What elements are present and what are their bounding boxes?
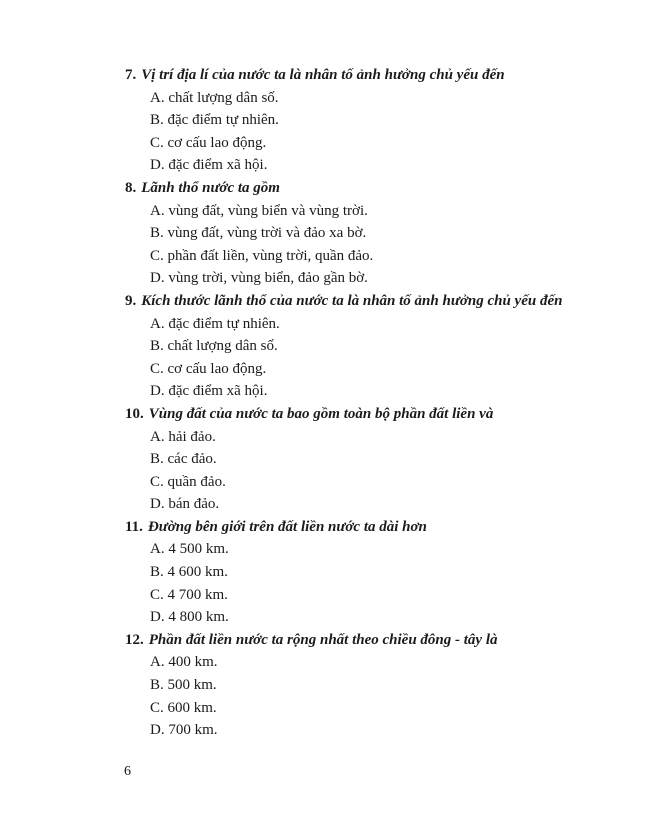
question-block-8: [125, 177, 600, 290]
answer-option-c: C. cơ cấu lao động.: [150, 134, 267, 151]
question-title: [125, 516, 600, 539]
answer-option-c: C. 4 700 km.: [150, 586, 228, 603]
quiz-question-list: [125, 64, 600, 742]
answer-option-d: D. 4 800 km.: [150, 609, 229, 626]
answer-option-c: C. 600 km.: [150, 699, 217, 716]
question-number: 11.: [125, 518, 143, 535]
question-text: Kích thước lãnh thổ của nước ta là nhân tố ảnh hưởng chủ yếu đến: [141, 292, 563, 309]
question-title: [125, 629, 600, 652]
question-block-11: [125, 516, 600, 629]
answer-option-d: D. đặc điểm xã hội.: [150, 383, 268, 400]
question-text: Vị trí địa lí của nước ta là nhân tố ảnh hưởng chủ yếu đến: [141, 67, 505, 83]
answer-option-d: D. vùng trời, vùng biển, đảo gần bờ.: [150, 270, 368, 287]
answer-option-a: A. 400 km.: [150, 654, 218, 671]
answer-option-d: D. bán đảo.: [150, 496, 220, 513]
answer-option-a: A. hải đảo.: [150, 428, 216, 445]
question-title: [125, 64, 600, 87]
question-block-10: [125, 403, 600, 516]
question-title: [125, 177, 600, 200]
answer-option-a: A. 4 500 km.: [150, 541, 229, 558]
page-number: 6: [124, 764, 131, 779]
answer-option-d: D. đặc điểm xã hội.: [150, 157, 268, 174]
question-text: Phần đất liền nước ta rộng nhất theo chiều đông - tây là: [148, 631, 498, 648]
answer-option-c: C. cơ cấu lao động.: [150, 360, 267, 377]
answer-option-b: B. 500 km.: [150, 677, 217, 694]
answer-option-b: B. vùng đất, vùng trời và đảo xa bờ.: [150, 225, 367, 242]
answer-option-a: A. chất lượng dân số.: [150, 89, 279, 106]
answer-option-d: D. 700 km.: [150, 722, 218, 739]
answer-option-b: B. chất lượng dân số.: [150, 338, 278, 355]
answer-option-b: B. 4 600 km.: [150, 564, 228, 581]
answer-option-a: A. đặc điểm tự nhiên.: [150, 315, 280, 332]
question-block-7: [125, 64, 600, 177]
question-block-12: [125, 629, 600, 742]
question-title: [125, 290, 600, 313]
answer-option-b: B. các đảo.: [150, 451, 217, 468]
question-text: Vùng đất của nước ta bao gồm toàn bộ phần đất liền và: [148, 405, 494, 422]
question-block-9: [125, 290, 600, 403]
question-text: Đường bên giới trên đất liền nước ta dài hơn: [147, 518, 427, 535]
question-number: 12.: [125, 631, 144, 648]
answer-option-c: C. phần đất liền, vùng trời, quần đảo.: [150, 247, 374, 264]
question-number: 7.: [125, 67, 137, 83]
question-text: Lãnh thổ nước ta gồm: [141, 179, 280, 196]
answer-option-b: B. đặc điểm tự nhiên.: [150, 112, 279, 129]
question-number: 9.: [125, 292, 137, 309]
answer-option-c: C. quần đảo.: [150, 473, 226, 490]
answer-option-a: A. vùng đất, vùng biển và vùng trời.: [150, 202, 368, 219]
question-number: 10.: [125, 405, 144, 422]
question-number: 8.: [125, 179, 137, 196]
question-title: [125, 403, 600, 426]
